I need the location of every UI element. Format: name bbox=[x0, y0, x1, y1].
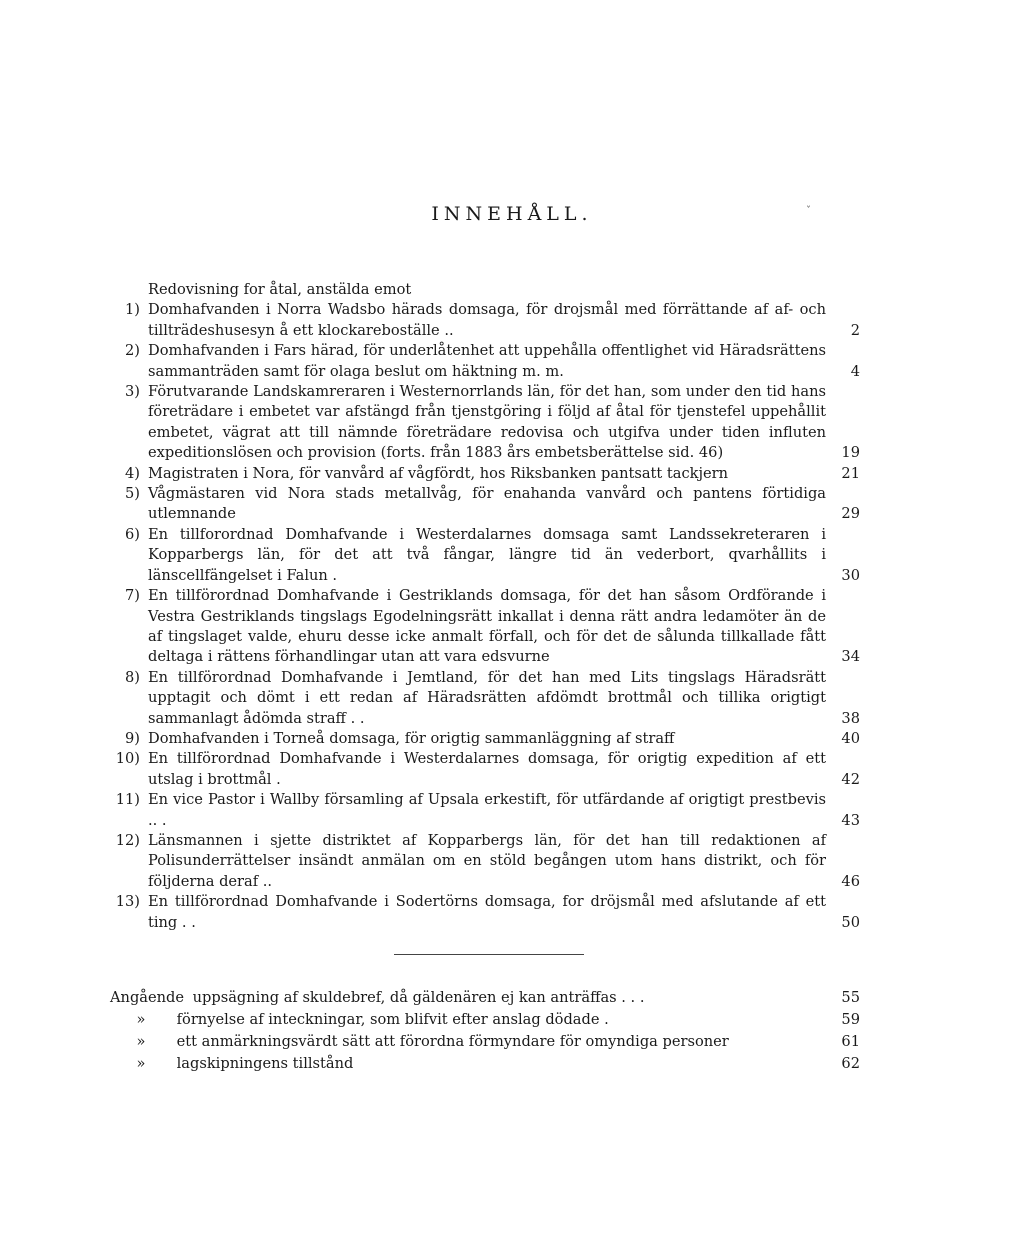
toc-entry bbox=[110, 586, 860, 668]
entry-page: 40 bbox=[841, 729, 860, 747]
entry-number: 11) bbox=[115, 791, 140, 809]
appendix-list bbox=[110, 987, 860, 1075]
toc-entry bbox=[110, 892, 860, 933]
toc-intro: Redovisning for åtal, anstälda emot bbox=[148, 281, 412, 298]
appendix-page: 55 bbox=[841, 989, 860, 1006]
entry-number: 10) bbox=[115, 750, 140, 768]
toc-entry bbox=[110, 831, 860, 892]
entry-number: 9) bbox=[125, 729, 140, 747]
entry-text: Magistraten i Nora, för vanvård af vågfördt, hos Riksbanken pantsatt tackjern bbox=[148, 464, 729, 482]
appendix-item bbox=[110, 1009, 860, 1031]
toc-entry bbox=[110, 525, 860, 586]
entry-page: 50 bbox=[841, 913, 860, 931]
toc-entry bbox=[110, 668, 860, 729]
appendix-lead: » bbox=[136, 1033, 146, 1050]
toc-entry bbox=[110, 341, 860, 382]
page-title: INNEHÅLL. bbox=[431, 203, 593, 225]
entry-number: 3) bbox=[125, 383, 140, 401]
appendix-page: 59 bbox=[841, 1011, 860, 1028]
appendix-text: lagskipningens tillstånd bbox=[176, 1055, 354, 1072]
appendix-text: ett anmärkningsvärdt sätt att förordna förmyndare för omyndiga personer bbox=[176, 1033, 729, 1050]
appendix-lead: » bbox=[136, 1055, 146, 1072]
entry-number: 13) bbox=[115, 893, 140, 911]
entry-text: Vågmästaren vid Nora stads metallvåg, för enahanda vanvård och pantens förtidiga utlemnande bbox=[148, 485, 826, 523]
toc-entry bbox=[110, 729, 860, 749]
appendix-lead: Angående bbox=[110, 989, 184, 1006]
entry-text: En vice Pastor i Wallby församling af Upsala erkestift, för utfärdande af origtigt prestbevis .. . bbox=[148, 791, 826, 829]
table-of-contents bbox=[110, 280, 860, 933]
entry-text: Domhafvanden i Norra Wadsbo härads domsaga, för drojsmål med förrättande af af- och tillträdeshusesyn å ett klockareboställe .. bbox=[148, 301, 826, 339]
entry-page: 34 bbox=[841, 648, 860, 666]
entry-text: Domhafvanden i Fars härad, för underlåtenhet att uppehålla offentlighet vid Häradsrättens sammanträden samt för olaga beslut om häktning m. m. bbox=[148, 342, 826, 380]
entry-page: 21 bbox=[841, 464, 860, 482]
entry-page: 30 bbox=[841, 566, 860, 584]
toc-entry bbox=[110, 382, 860, 464]
toc-entry bbox=[110, 484, 860, 525]
entry-number: 8) bbox=[125, 668, 140, 686]
entry-number: 7) bbox=[125, 587, 140, 605]
entry-page: 38 bbox=[841, 709, 860, 727]
entry-text: Domhafvanden i Torneå domsaga, för origtig sammanläggning af straff bbox=[148, 729, 675, 747]
entry-page: 42 bbox=[841, 770, 860, 788]
appendix-item bbox=[110, 1031, 860, 1053]
entry-number: 1) bbox=[125, 301, 140, 319]
appendix-item bbox=[110, 1053, 860, 1075]
appendix-lead: » bbox=[136, 1011, 146, 1028]
stray-mark: ˇ bbox=[806, 206, 811, 217]
entry-number: 5) bbox=[125, 485, 140, 503]
entry-text: Länsmannen i sjette distriktet af Kopparbergs län, för det han till redaktionen af Polisunderrättelser insändt anmälan om en stöld begången utom hans distrikt, och för följderna deraf .. bbox=[148, 831, 826, 890]
toc-entry bbox=[110, 749, 860, 790]
entry-text: En tillforordnad Domhafvande i Westerdalarnes domsaga samt Landssekreteraren i Kopparbergs län, för det att två fångar, längre tid än vederbort, qvarhållits i länscellfängelset i Falun . bbox=[148, 525, 826, 584]
section-divider bbox=[394, 954, 584, 955]
appendix-page: 62 bbox=[841, 1055, 860, 1072]
entry-number: 6) bbox=[125, 525, 140, 543]
entry-page: 4 bbox=[850, 362, 860, 380]
entry-page: 19 bbox=[841, 444, 860, 462]
toc-entry bbox=[110, 300, 860, 341]
entry-text: Förutvarande Landskamreraren i Westernorrlands län, för det han, som under den tid hans företrädare i embetet var afstängd från tjenstgöring i följd af åtal för tjenstefel uppehållit embetet, vägrat att till nämnde företrädare redovisa och utgifva under tiden influten expeditionslösen och provision (forts. från 1883 års embetsberättelse sid. 46) bbox=[148, 383, 826, 462]
appendix-page: 61 bbox=[841, 1033, 860, 1050]
entry-number: 2) bbox=[125, 342, 140, 360]
entry-text: En tillförordnad Domhafvande i Westerdalarnes domsaga, för origtig expedition af ett utslag i brottmål . bbox=[148, 750, 826, 788]
toc-entry bbox=[110, 464, 860, 484]
appendix-item bbox=[110, 987, 860, 1009]
appendix-text: uppsägning af skuldebref, då gäldenären ej kan anträffas . . . bbox=[192, 989, 645, 1006]
entry-number: 12) bbox=[115, 831, 140, 849]
entry-text: En tillförordnad Domhafvande i Jemtland, för det han med Lits tingslags Häradsrätt upptagit och dömt i ett redan af Häradsrätten afdömdt brottmål och tillika origtigt sammanlagt ådömda straff . . bbox=[148, 668, 826, 727]
entry-number: 4) bbox=[125, 464, 140, 482]
entry-text: En tillförordnad Domhafvande i Sodertörns domsaga, for dröjsmål med afslutande af ett ting . . bbox=[148, 893, 826, 931]
entry-page: 29 bbox=[841, 505, 860, 523]
entry-page: 43 bbox=[841, 811, 860, 829]
entry-page: 46 bbox=[841, 872, 860, 890]
entry-text: En tillförordnad Domhafvande i Gestriklands domsaga, för det han såsom Ordförande i Vestra Gestriklands tingslags Egodelningsrätt inkallat i denna rätt andra ledamöter än de af tingslaget valde, ehuru desse icke anmalt förfall, och för det de sålunda tillkallade fått deltaga i rättens förhandlingar utan att vara edsvurne bbox=[148, 587, 826, 666]
toc-entry bbox=[110, 790, 860, 831]
appendix-text: förnyelse af inteckningar, som blifvit efter anslag dödade . bbox=[176, 1011, 609, 1028]
entry-page: 2 bbox=[850, 321, 860, 339]
